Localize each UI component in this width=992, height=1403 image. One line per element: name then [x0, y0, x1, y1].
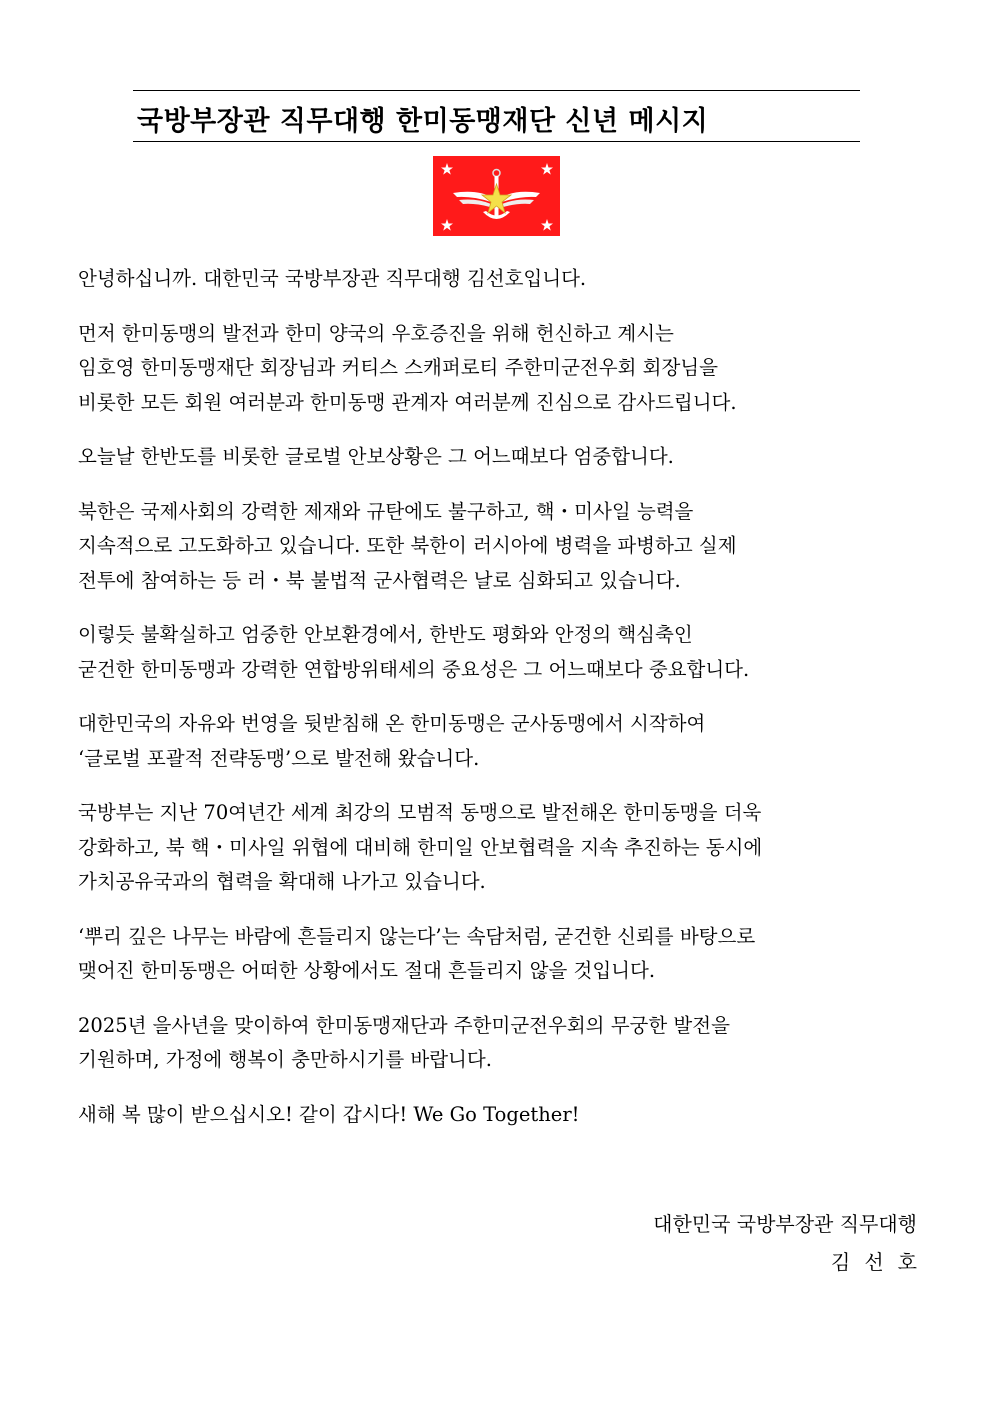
paragraph-greeting [78, 262, 918, 297]
page-title: 국방부장관 직무대행 한미동맹재단 신년 메시지 [137, 106, 709, 137]
defense-flag-emblem [433, 156, 560, 236]
text-line: 안녕하십니까. 대한민국 국방부장관 직무대행 김선호입니다. [78, 267, 587, 290]
text-line: 2025년 을사년을 맞이하여 한미동맹재단과 주한미군전우회의 무궁한 발전을 [78, 1013, 730, 1037]
paragraph-closing [78, 1098, 918, 1133]
text-line: 이렇듯 불확실하고 엄중한 안보환경에서, 한반도 평화와 안정의 핵심축인 [78, 623, 693, 646]
text-line: 강화하고, 북 핵・미사일 위협에 대비해 한미일 안보협력을 지속 추진하는 동시에 [78, 835, 763, 859]
text-line: 임호영 한미동맹재단 회장님과 커티스 스캐퍼로티 주한미군전우회 회장님을 [78, 356, 718, 379]
text-line: 새해 복 많이 받으십시오! 같이 갑시다! We Go Together! [78, 1102, 580, 1126]
paragraph-proverb [78, 920, 918, 989]
text-line: 대한민국의 자유와 번영을 뒷받침해 온 한미동맹은 군사동맹에서 시작하여 [78, 712, 706, 735]
signature-position: 대한민국 국방부장관 직무대행 [653, 1212, 917, 1236]
paragraph-alliance-history [78, 707, 918, 776]
text-line: 오늘날 한반도를 비롯한 글로벌 안보상황은 그 어느때보다 엄중합니다. [78, 445, 674, 468]
text-line: 북한은 국제사회의 강력한 제재와 규탄에도 불구하고, 핵・미사일 능력을 [78, 499, 694, 523]
text-line: 맺어진 한미동맹은 어떠한 상황에서도 절대 흔들리지 않을 것입니다. [78, 959, 656, 982]
text-line: 지속적으로 고도화하고 있습니다. 또한 북한이 러시아에 병력을 파병하고 실제 [78, 534, 737, 557]
title-box [133, 90, 860, 142]
text-line: 가치공유국과의 협력을 확대해 나가고 있습니다. [78, 870, 486, 893]
paragraph-alliance-importance [78, 618, 918, 687]
paragraph-north-korea [78, 495, 918, 599]
text-line: 전투에 참여하는 등 러・북 불법적 군사협력은 날로 심화되고 있습니다. [78, 568, 681, 592]
message-body [78, 262, 918, 1152]
paragraph-thanks [78, 317, 918, 421]
paragraph-security-situation [78, 440, 918, 475]
signature-name: 김선호 [831, 1250, 931, 1274]
text-line: 굳건한 한미동맹과 강력한 연합방위태세의 중요성은 그 어느때보다 중요합니다. [78, 657, 750, 681]
signature-block [653, 1205, 931, 1281]
text-line: ‘글로벌 포괄적 전략동맹’으로 발전해 왔습니다. [78, 746, 480, 770]
text-line: 기원하며, 가정에 행복이 충만하시기를 바랍니다. [78, 1048, 492, 1071]
text-line: 국방부는 지난 70여년간 세계 최강의 모범적 동맹으로 발전해온 한미동맹을 더욱 [78, 801, 762, 824]
text-line: 비롯한 모든 회원 여러분과 한미동맹 관계자 여러분께 진심으로 감사드립니다. [78, 390, 737, 414]
text-line: 먼저 한미동맹의 발전과 한미 양국의 우호증진을 위해 헌신하고 계시는 [78, 321, 674, 345]
text-line: ‘뿌리 깊은 나무는 바람에 흔들리지 않는다’는 속담처럼, 굳건한 신뢰를 바탕으로 [78, 924, 756, 948]
paragraph-new-year-wish [78, 1009, 918, 1078]
paragraph-ministry-efforts [78, 796, 918, 900]
